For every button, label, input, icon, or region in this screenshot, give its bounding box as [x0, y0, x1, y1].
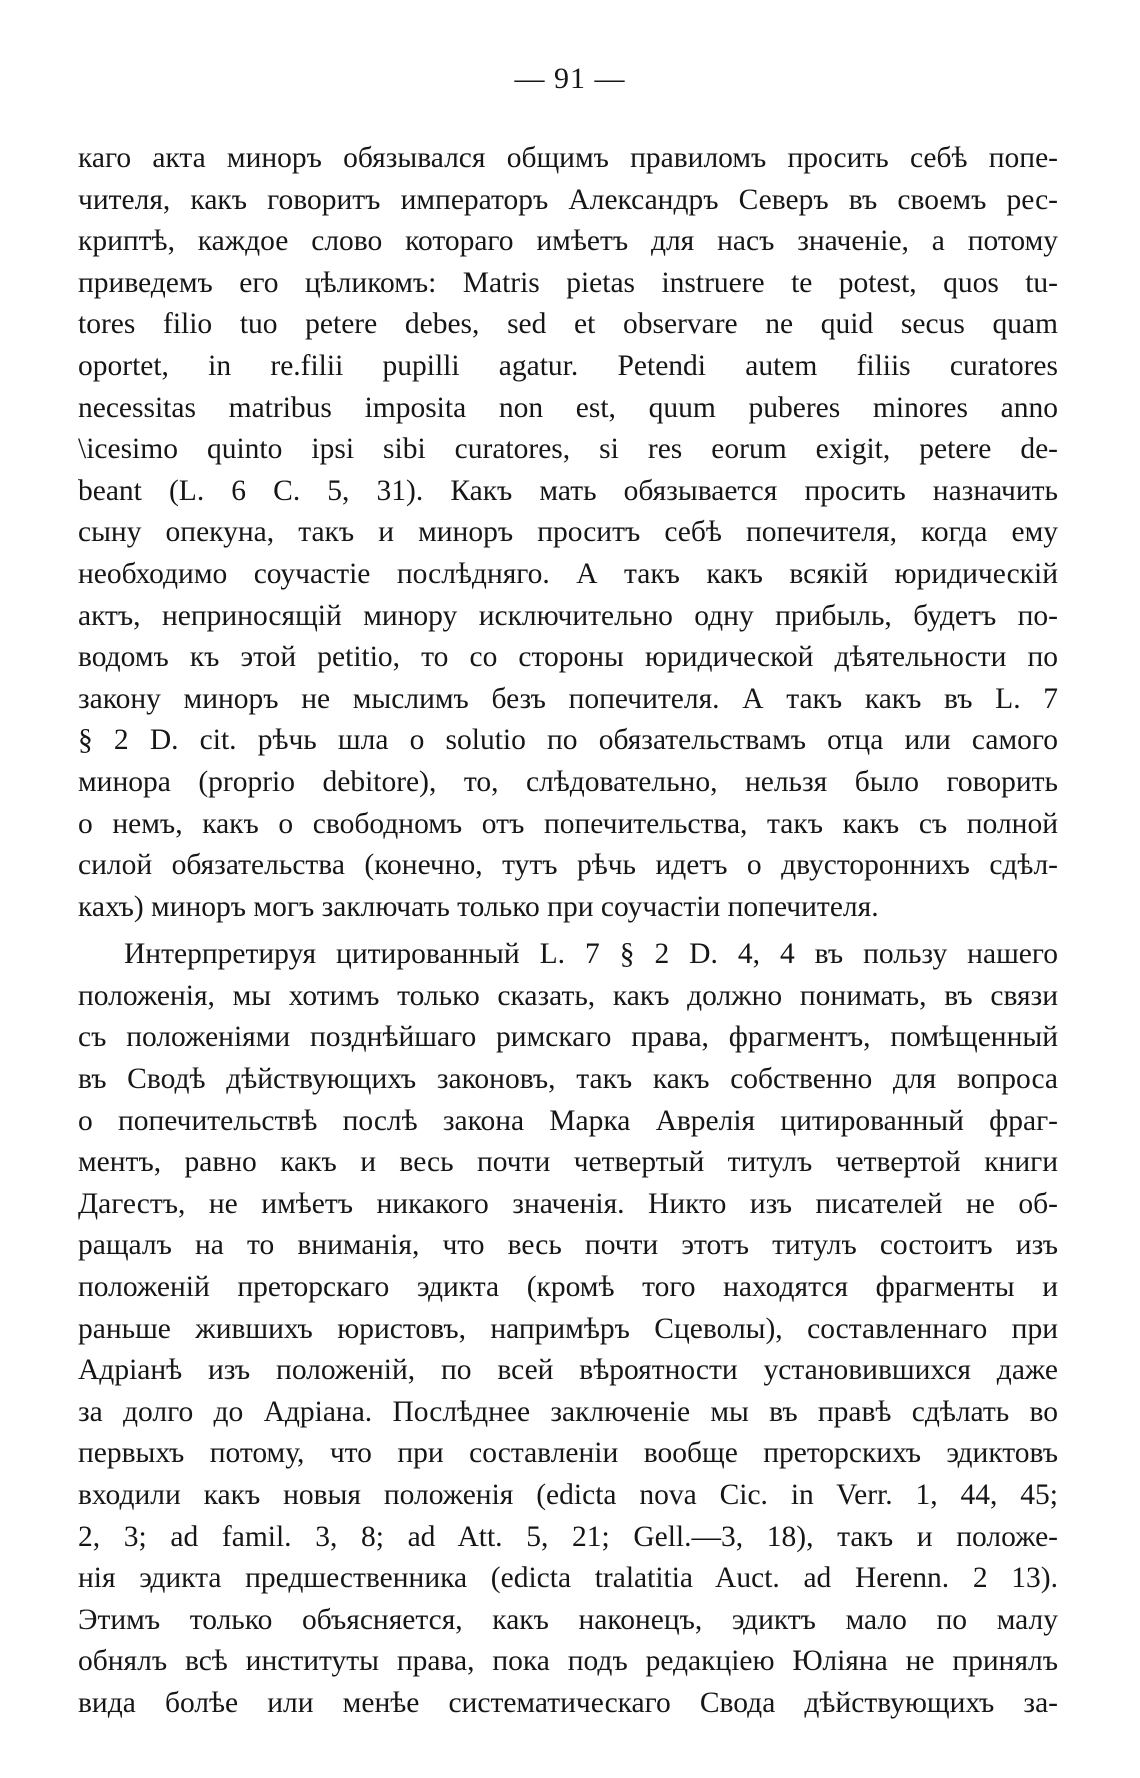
text-line: Адріанѣ изъ положеній, по всей вѣроятности установившихся даже: [78, 1354, 1058, 1387]
text-line: приведемъ его цѣликомъ: Matris pietas instruere te potest, quos tu-: [78, 266, 1058, 299]
text-line: минора (proprio debitore), то, слѣдовательно, нельзя было говорить: [78, 765, 1058, 798]
body-text: [78, 138, 1058, 1725]
text-line: съ положеніями позднѣйшаго римскаго права, фрагментъ, помѣщенный: [78, 1021, 1058, 1054]
text-line: чителя, какъ говоритъ императоръ Александръ Северъ въ своемъ рес-: [78, 183, 1058, 216]
text-line: нія эдикта предшественника (edicta tralatitia Auct. ad Herenn. 2 13).: [78, 1562, 1058, 1595]
text-line: водомъ къ этой petitio, то со стороны юридической дѣятельности по: [78, 641, 1058, 674]
text-line: § 2 D. cit. рѣчь шла о solutio по обязательствамъ отца или самого: [78, 724, 1058, 757]
text-line: силой обязательства (конечно, тутъ рѣчь идетъ о двустороннихъ сдѣл-: [78, 849, 1058, 882]
text-line: въ Сводѣ дѣйствующихъ законовъ, такъ какъ собственно для вопроса: [78, 1063, 1058, 1096]
text-line: ращалъ на то вниманія, что весь почти этотъ титулъ состоитъ изъ: [78, 1229, 1058, 1262]
text-line: о немъ, какъ о свободномъ отъ попечительства, такъ какъ съ полной: [78, 807, 1058, 840]
text-line: необходимо соучастіе послѣдняго. А такъ какъ всякій юридическій: [78, 557, 1058, 590]
text-line: Этимъ только объясняется, какъ наконецъ, эдиктъ мало по малу: [78, 1603, 1058, 1636]
text-line: каго акта миноръ обязывался общимъ правиломъ просить себѣ попе-: [78, 142, 1058, 174]
text-line: актъ, неприносящій минору исключительно одну прибыль, будетъ по-: [78, 599, 1058, 632]
text-line: обнялъ всѣ институты права, пока подъ редакціею Юліяна не принялъ: [78, 1645, 1058, 1678]
text-line: tores filio tuo petere debes, sed et observare ne quid secus quam: [78, 308, 1058, 341]
text-line: входили какъ новыя положенія (edicta nova Cic. in Verr. 1, 44, 45;: [78, 1479, 1058, 1511]
text-line: положеній преторскаго эдикта (кромѣ того находятся фрагменты и: [78, 1271, 1058, 1304]
text-line: oportet, in re.filii pupilli agatur. Petendi autem filiis curatores: [78, 349, 1058, 382]
text-line: закону миноръ не мыслимъ безъ попечителя. А такъ какъ въ L. 7: [78, 682, 1058, 715]
text-line: 2, 3; ad famil. 3, 8; ad Att. 5, 21; Gell.—3, 18), такъ и положе-: [78, 1520, 1058, 1553]
text-line: раньше жившихъ юристовъ, напримѣръ Сцеволы), составленнаго при: [78, 1312, 1058, 1345]
paragraph-start-line: Интерпретируя цитированный L. 7 § 2 D. 4, 4 въ пользу нашего: [124, 938, 1058, 971]
text-line: за долго до Адріана. Послѣднее заключеніе мы въ правѣ сдѣлать во: [78, 1395, 1058, 1428]
text-line: вида болѣе или менѣе систематическаго Свода дѣйствующихъ за-: [78, 1686, 1058, 1719]
text-line: \icesimo quinto ipsi sibi curatores, si res eorum exigit, petere de-: [78, 433, 1058, 466]
text-line: ментъ, равно какъ и весь почти четвертый титулъ четвертой книги: [78, 1146, 1058, 1179]
text-line: Дагестъ, не имѣетъ никакого значенія. Никто изъ писателей не об-: [78, 1187, 1058, 1220]
text-line: положенія, мы хотимъ только сказать, какъ должно понимать, въ связи: [78, 979, 1058, 1012]
text-line: криптѣ, каждое слово котораго имѣетъ для насъ значеніе, а потому: [78, 225, 1058, 258]
text-line: первыхъ потому, что при составленіи вообще преторскихъ эдиктовъ: [78, 1437, 1058, 1470]
text-line: beant (L. 6 C. 5, 31). Какъ мать обязывается просить назначить: [78, 474, 1058, 507]
text-line: о попечительствѣ послѣ закона Марка Аврелія цитированный фраг-: [78, 1104, 1058, 1137]
paragraph-end-line: кахъ) миноръ могъ заключать только при соучастіи попечителя.: [78, 890, 879, 923]
text-line: necessitas matribus imposita non est, quum puberes minores anno: [78, 391, 1058, 424]
text-line: сыну опекуна, такъ и миноръ проситъ себѣ попечителя, когда ему: [78, 516, 1058, 549]
page-number: — 91 —: [514, 62, 626, 95]
